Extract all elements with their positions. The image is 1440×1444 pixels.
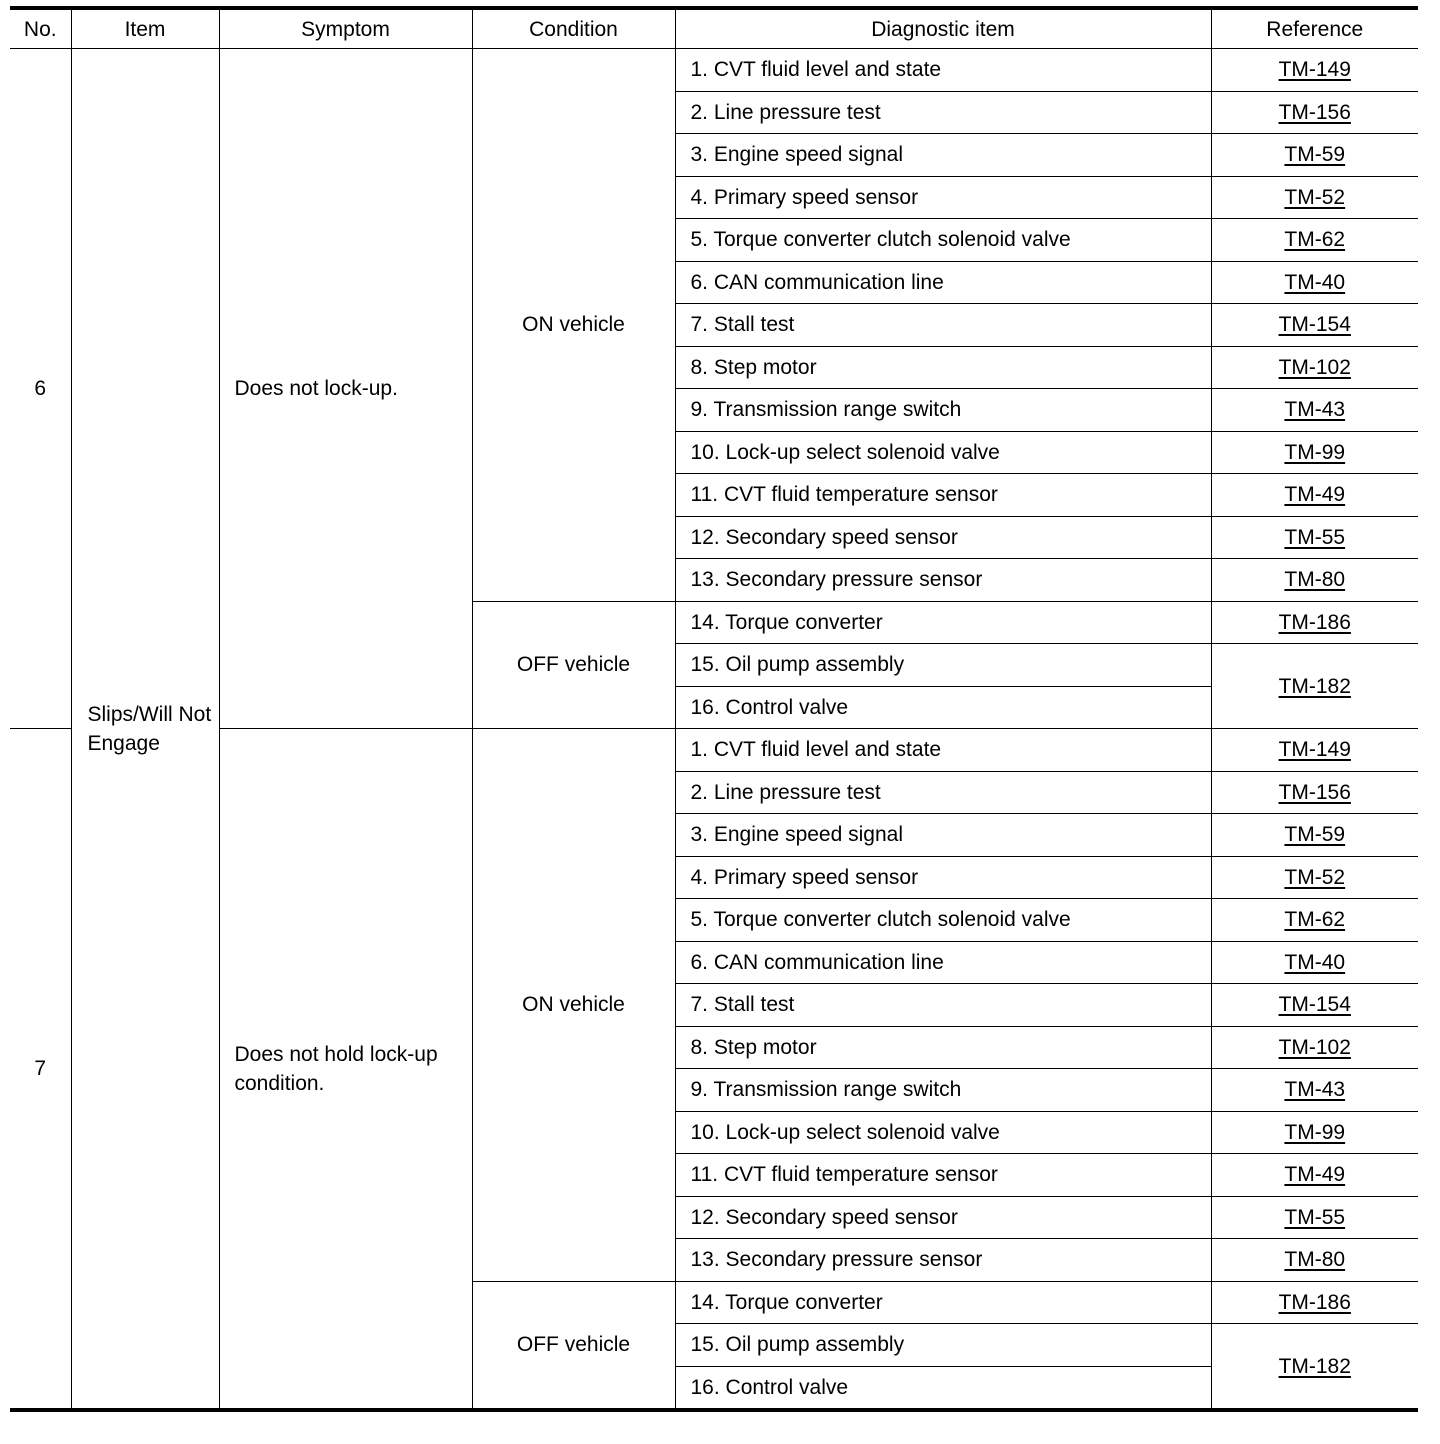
diagnostic-item: 4. Primary speed sensor xyxy=(675,176,1211,219)
reference-cell xyxy=(1211,1154,1418,1197)
header-row xyxy=(10,8,1418,49)
diagnostic-item: 5. Torque converter clutch solenoid valve xyxy=(675,899,1211,942)
reference-cell xyxy=(1211,49,1418,92)
reference-cell xyxy=(1211,1196,1418,1239)
table-row xyxy=(10,729,1418,772)
diagnostic-item: 11. CVT fluid temperature sensor xyxy=(675,474,1211,517)
reference-link[interactable]: TM-186 xyxy=(1278,610,1351,634)
diagnostic-item: 13. Secondary pressure sensor xyxy=(675,1239,1211,1282)
header-item: Item xyxy=(71,8,219,49)
row-number: 6 xyxy=(10,49,71,729)
diagnostic-item: 8. Step motor xyxy=(675,346,1211,389)
reference-cell xyxy=(1211,941,1418,984)
diagnostic-item: 16. Control valve xyxy=(675,686,1211,729)
reference-link[interactable]: TM-59 xyxy=(1284,823,1346,847)
condition-off-vehicle: OFF vehicle xyxy=(472,1281,675,1410)
reference-link[interactable]: TM-99 xyxy=(1284,440,1346,464)
reference-cell xyxy=(1211,431,1418,474)
condition-on-vehicle: ON vehicle xyxy=(472,49,675,602)
reference-cell xyxy=(1211,729,1418,772)
diagnostic-item: 15. Oil pump assembly xyxy=(675,1324,1211,1367)
diagnostic-item: 7. Stall test xyxy=(675,984,1211,1027)
diagnostic-item: 10. Lock-up select solenoid valve xyxy=(675,1111,1211,1154)
diagnostic-item: 6. CAN communication line xyxy=(675,261,1211,304)
reference-link[interactable]: TM-43 xyxy=(1284,1078,1346,1102)
diagnostic-item: 3. Engine speed signal xyxy=(675,134,1211,177)
diagnostic-item: 14. Torque converter xyxy=(675,1281,1211,1324)
reference-cell xyxy=(1211,261,1418,304)
diagnostic-item: 3. Engine speed signal xyxy=(675,814,1211,857)
diagnostic-item: 14. Torque converter xyxy=(675,601,1211,644)
diagnostic-item: 11. CVT fluid temperature sensor xyxy=(675,1154,1211,1197)
header-condition: Condition xyxy=(472,8,675,49)
reference-cell xyxy=(1211,91,1418,134)
diagnostic-item: 9. Transmission range switch xyxy=(675,1069,1211,1112)
symptom-cell: Does not lock-up. xyxy=(219,49,472,729)
reference-cell xyxy=(1211,516,1418,559)
reference-cell xyxy=(1211,134,1418,177)
reference-link[interactable]: TM-55 xyxy=(1284,1205,1346,1229)
reference-cell xyxy=(1211,601,1418,644)
diagnostic-table xyxy=(10,6,1418,1412)
diagnostic-item: 1. CVT fluid level and state xyxy=(675,729,1211,772)
diagnostic-item: 16. Control valve xyxy=(675,1366,1211,1410)
reference-cell xyxy=(1211,559,1418,602)
reference-cell xyxy=(1211,984,1418,1027)
reference-link[interactable]: TM-80 xyxy=(1284,1248,1346,1272)
reference-link[interactable]: TM-62 xyxy=(1284,908,1346,932)
diagnostic-item: 9. Transmission range switch xyxy=(675,389,1211,432)
diagnostic-item: 6. CAN communication line xyxy=(675,941,1211,984)
reference-link[interactable]: TM-156 xyxy=(1278,100,1351,124)
reference-cell xyxy=(1211,1026,1418,1069)
table-row xyxy=(10,49,1418,92)
reference-cell xyxy=(1211,1069,1418,1112)
reference-cell xyxy=(1211,1111,1418,1154)
diagnostic-item: 1. CVT fluid level and state xyxy=(675,49,1211,92)
reference-cell xyxy=(1211,1281,1418,1324)
reference-link[interactable]: TM-154 xyxy=(1278,313,1351,337)
reference-link[interactable]: TM-149 xyxy=(1278,58,1351,82)
reference-link[interactable]: TM-55 xyxy=(1284,525,1346,549)
reference-cell xyxy=(1211,1324,1418,1411)
diagnostic-item: 7. Stall test xyxy=(675,304,1211,347)
condition-off-vehicle: OFF vehicle xyxy=(472,601,675,729)
diagnostic-item: 2. Line pressure test xyxy=(675,91,1211,134)
reference-cell xyxy=(1211,814,1418,857)
diagnostic-item: 2. Line pressure test xyxy=(675,771,1211,814)
diagnostic-item: 12. Secondary speed sensor xyxy=(675,1196,1211,1239)
reference-link[interactable]: TM-59 xyxy=(1284,143,1346,167)
reference-link[interactable]: TM-40 xyxy=(1284,270,1346,294)
reference-link[interactable]: TM-182 xyxy=(1278,1354,1351,1378)
reference-link[interactable]: TM-154 xyxy=(1278,993,1351,1017)
item-label: Slips/Will Not Engage xyxy=(71,49,219,1411)
diagnostic-item: 13. Secondary pressure sensor xyxy=(675,559,1211,602)
reference-link[interactable]: TM-186 xyxy=(1278,1290,1351,1314)
reference-cell xyxy=(1211,389,1418,432)
reference-link[interactable]: TM-52 xyxy=(1284,865,1346,889)
reference-cell xyxy=(1211,219,1418,262)
header-symptom: Symptom xyxy=(219,8,472,49)
reference-link[interactable]: TM-156 xyxy=(1278,780,1351,804)
reference-link[interactable]: TM-149 xyxy=(1278,738,1351,762)
reference-link[interactable]: TM-80 xyxy=(1284,568,1346,592)
reference-link[interactable]: TM-62 xyxy=(1284,228,1346,252)
reference-link[interactable]: TM-52 xyxy=(1284,185,1346,209)
diagnostic-item: 10. Lock-up select solenoid valve xyxy=(675,431,1211,474)
reference-link[interactable]: TM-182 xyxy=(1278,674,1351,698)
symptom-cell: Does not hold lock-up condition. xyxy=(219,729,472,1411)
reference-link[interactable]: TM-49 xyxy=(1284,1163,1346,1187)
reference-cell xyxy=(1211,474,1418,517)
diagnostic-item: 8. Step motor xyxy=(675,1026,1211,1069)
table-body xyxy=(10,49,1418,1411)
header-diagnostic-item: Diagnostic item xyxy=(675,8,1211,49)
condition-on-vehicle: ON vehicle xyxy=(472,729,675,1282)
reference-link[interactable]: TM-40 xyxy=(1284,950,1346,974)
reference-link[interactable]: TM-99 xyxy=(1284,1120,1346,1144)
reference-cell xyxy=(1211,346,1418,389)
reference-link[interactable]: TM-49 xyxy=(1284,483,1346,507)
header-reference: Reference xyxy=(1211,8,1418,49)
reference-link[interactable]: TM-102 xyxy=(1278,1035,1351,1059)
reference-cell xyxy=(1211,899,1418,942)
diagnostic-item: 15. Oil pump assembly xyxy=(675,644,1211,687)
row-number: 7 xyxy=(10,729,71,1411)
header-no: No. xyxy=(10,8,71,49)
reference-link[interactable]: TM-43 xyxy=(1284,398,1346,422)
reference-cell xyxy=(1211,644,1418,729)
reference-cell xyxy=(1211,856,1418,899)
reference-cell xyxy=(1211,304,1418,347)
reference-cell xyxy=(1211,1239,1418,1282)
diagnostic-item: 4. Primary speed sensor xyxy=(675,856,1211,899)
diagnostic-item: 12. Secondary speed sensor xyxy=(675,516,1211,559)
diagnostic-item: 5. Torque converter clutch solenoid valve xyxy=(675,219,1211,262)
reference-cell xyxy=(1211,176,1418,219)
reference-link[interactable]: TM-102 xyxy=(1278,355,1351,379)
reference-cell xyxy=(1211,771,1418,814)
